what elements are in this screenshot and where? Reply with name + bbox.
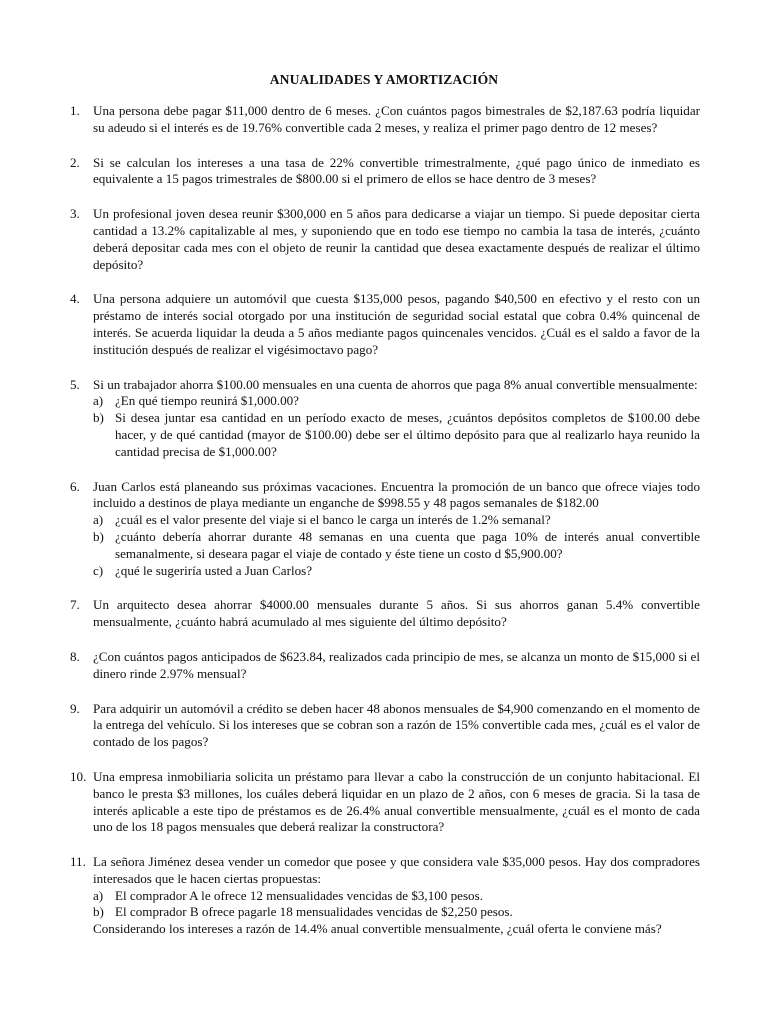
subitem-text: El comprador B ofrece pagarle 18 mensualidades vencidas de $2,250 pesos. xyxy=(115,904,513,920)
subitem-text: ¿cuánto debería ahorrar durante 48 semanas en una cuenta que paga 10% de interés anual convertible semanalmente, si deseara pagar el viaje de contado y éste tiene un costo d $5,900.00? xyxy=(115,528,700,561)
question-text: Una empresa inmobiliaria solicita un préstamo para llevar a cabo la construcción de un conjunto habitacional. El banco le presta $3 millones, los cuáles deberá liquidar en un plazo de 2 años, con 6 meses de gracia. Si la tasa de interés aplicable a este tipo de préstamos es de 26.4% anual convertible mensualmente, ¿cuál es el monto de cada uno de los 18 pagos mensuales que deberá realizar la constructora? xyxy=(93,768,700,835)
subitem-text: Si desea juntar esa cantidad en un período exacto de meses, ¿cuántos depósitos completos de $100.00 debe hacer, y de qué cantidad (mayor de $100.00) debe ser el último depósito para que al realizarlo haya reunido la cantidad precisa de $1,000.00? xyxy=(115,410,700,459)
subitem-label: a) xyxy=(93,887,104,903)
subitem-list xyxy=(93,888,700,922)
subitem-label: c) xyxy=(93,562,104,578)
question-number: 4. xyxy=(70,291,80,307)
subitem-label: b) xyxy=(93,528,104,544)
question-closing-text: Considerando los intereses a razón de 14.4% anual convertible mensualmente, ¿cuál oferta le conviene más? xyxy=(93,921,662,937)
question-list xyxy=(70,103,700,956)
subitem-list xyxy=(93,512,700,579)
subitem-text: ¿qué le sugeriría usted a Juan Carlos? xyxy=(115,562,313,578)
subitem-text: El comprador A le ofrece 12 mensualidades vencidas de $3,100 pesos. xyxy=(115,887,483,903)
subitem xyxy=(93,529,700,563)
question-text: La señora Jiménez desea vender un comedor que posee y que considera vale $35,000 pesos. Hay dos compradores interesados que le hacen ciertas propuestas: xyxy=(93,854,700,886)
subitem xyxy=(93,563,700,580)
question-item xyxy=(70,377,700,461)
question-item xyxy=(70,206,700,273)
subitem-label: a) xyxy=(93,393,104,409)
subitem-label: a) xyxy=(93,512,104,528)
question-number: 9. xyxy=(70,700,80,716)
question-item xyxy=(70,155,700,189)
subitem xyxy=(93,888,700,905)
question-number: 1. xyxy=(70,103,80,118)
subitem xyxy=(93,904,700,921)
question-text: Una persona adquiere un automóvil que cuesta $135,000 pesos, pagando $40,500 en efectivo y el resto con un préstamo de interés social otorgado por una institución de seguridad social estatal que cobra 0.4% quincenal de interés. Se acuerda liquidar la deuda a 5 años mediante pagos quincenales vencidos. ¿Cuál es el saldo a favor de la institución después de realizar el vigésimoctavo pago? xyxy=(93,291,700,357)
question-item xyxy=(70,291,700,358)
question-text: Una persona debe pagar $11,000 dentro de 6 meses. ¿Con cuántos pagos bimestrales de $2,187.63 podría liquidar su adeudo si el interés es de 19.76% convertible cada 2 meses, y realiza el primer pago dentro de 12 meses? xyxy=(93,103,700,135)
subitem xyxy=(93,512,700,529)
subitem-list xyxy=(93,393,700,460)
question-text: Para adquirir un automóvil a crédito se deben hacer 48 abonos mensuales de $4,900 comenzando en el momento de la entrega del vehículo. Si los intereses que se cobran son a razón de 15% convertible cada mes, ¿cuál es el valor de contado de los pagos? xyxy=(93,700,700,750)
question-number: 10. xyxy=(70,768,87,784)
question-item xyxy=(70,701,700,751)
subitem-text: ¿En qué tiempo reunirá $1,000.00? xyxy=(115,393,299,409)
question-text: Juan Carlos está planeando sus próximas vacaciones. Encuentra la promoción de un banco que ofrece viajes todo incluido a destinos de playa mediante un enganche de $998.55 y 48 pagos semanales de $182.00 xyxy=(93,478,700,511)
question-number: 2. xyxy=(70,154,80,170)
subitem xyxy=(93,393,700,410)
question-text: ¿Con cuántos pagos anticipados de $623.84, realizados cada principio de mes, se alcanza un monto de $15,000 si el dinero rinde 2.97% mensual? xyxy=(93,648,700,681)
question-text: Un profesional joven desea reunir $300,000 en 5 años para dedicarse a viajar un tiempo. Si puede depositar cierta cantidad a 13.2% capitalizable al mes, y suponiendo que en todo ese tiempo no cambia la tasa de interés, ¿cuánto deberá depositar cada mes con el objeto de reunir la cantidad que desea exactamente después de realizar el último depósito? xyxy=(93,206,700,272)
subitem-label: b) xyxy=(93,904,104,920)
subitem xyxy=(93,410,700,460)
question-item xyxy=(70,597,700,631)
question-text: Un arquitecto desea ahorrar $4000.00 mensuales durante 5 años. Si sus ahorros ganan 5.4% convertible mensualmente, ¿cuánto habrá acumulado al mes siguiente del último depósito? xyxy=(93,597,700,630)
subitem-text: ¿cuál es el valor presente del viaje si el banco le carga un interés de 1.2% semanal? xyxy=(115,512,551,528)
question-item xyxy=(70,479,700,580)
question-text: Si un trabajador ahorra $100.00 mensuales en una cuenta de ahorros que paga 8% anual convertible mensualmente: xyxy=(93,376,698,392)
question-item xyxy=(70,649,700,683)
question-item xyxy=(70,854,700,938)
question-text: Si se calculan los intereses a una tasa de 22% convertible trimestralmente, ¿qué pago único de inmediato es equivalente a 15 pagos trimestrales de $800.00 si el primero de ellos se hace dentro de 3 meses? xyxy=(93,154,700,187)
question-number: 6. xyxy=(70,478,80,494)
question-number: 11. xyxy=(70,854,86,870)
subitem-label: b) xyxy=(93,410,104,426)
question-number: 5. xyxy=(70,376,80,392)
question-number: 7. xyxy=(70,597,80,613)
question-item xyxy=(70,769,700,836)
document-title: ANUALIDADES Y AMORTIZACIÓN xyxy=(269,72,499,87)
question-number: 8. xyxy=(70,648,80,664)
question-number: 3. xyxy=(70,206,80,222)
question-item xyxy=(70,103,700,137)
